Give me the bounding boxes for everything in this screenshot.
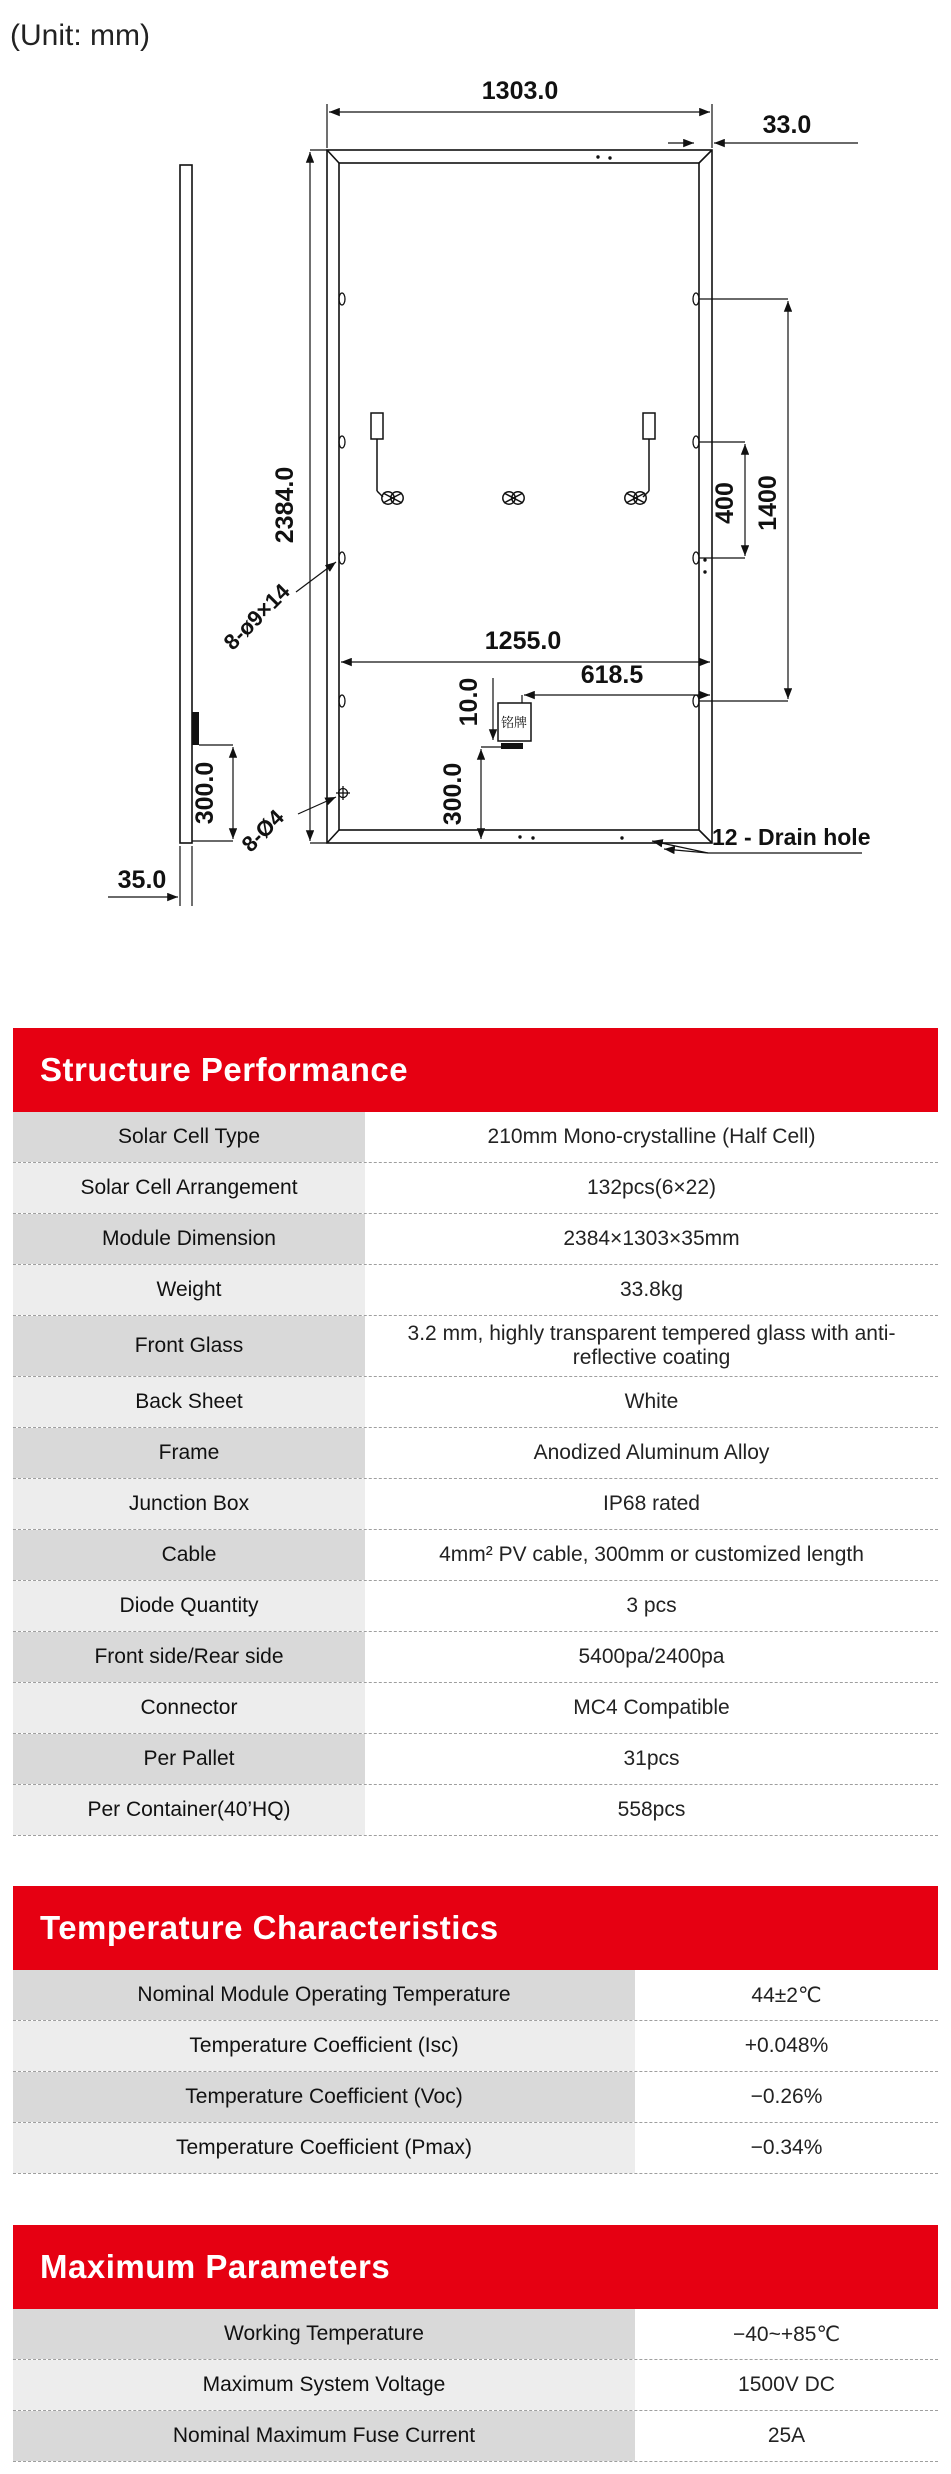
spec-label: Solar Cell Arrangement bbox=[13, 1163, 365, 1213]
dim-frame-33: 33.0 bbox=[762, 111, 812, 139]
spec-row bbox=[13, 1530, 938, 1581]
spec-value: −40~+85℃ bbox=[635, 2309, 938, 2359]
spec-row bbox=[13, 1428, 938, 1479]
side-view bbox=[180, 165, 199, 843]
spec-row bbox=[13, 2072, 938, 2123]
spec-row bbox=[13, 1683, 938, 1734]
dim-gap-10: 10.0 bbox=[455, 677, 483, 727]
spec-value: 4mm² PV cable, 300mm or customized length bbox=[365, 1530, 938, 1580]
cable-exit-mark bbox=[501, 743, 523, 749]
structure-performance-table bbox=[13, 1112, 938, 1836]
spec-row bbox=[13, 1734, 938, 1785]
spec-value: Anodized Aluminum Alloy bbox=[365, 1428, 938, 1478]
spec-value: 31pcs bbox=[365, 1734, 938, 1784]
spec-value: 2384×1303×35mm bbox=[365, 1214, 938, 1264]
callout-mounting-slots: 8-ø9×14 bbox=[218, 578, 295, 655]
spec-value: −0.34% bbox=[635, 2123, 938, 2173]
spec-row bbox=[13, 2021, 938, 2072]
spec-label: Junction Box bbox=[13, 1479, 365, 1529]
temperature-characteristics-header bbox=[13, 1886, 938, 1970]
dim-jbox-300: 300.0 bbox=[439, 762, 467, 826]
dim-width-1303: 1303.0 bbox=[481, 77, 559, 105]
spec-value: 132pcs(6×22) bbox=[365, 1163, 938, 1213]
spec-label: Solar Cell Type bbox=[13, 1112, 365, 1162]
spec-value: White bbox=[365, 1377, 938, 1427]
spec-row bbox=[13, 1163, 938, 1214]
spec-value: 25A bbox=[635, 2411, 938, 2461]
spec-label: Temperature Coefficient (Isc) bbox=[13, 2021, 635, 2071]
spec-value: 210mm Mono-crystalline (Half Cell) bbox=[365, 1112, 938, 1162]
spec-label: Working Temperature bbox=[13, 2309, 635, 2359]
spec-value: 44±2℃ bbox=[635, 1970, 938, 2020]
nameplate-label: 铭牌 bbox=[500, 715, 528, 730]
cable-connectors bbox=[371, 413, 655, 504]
spec-label: Temperature Coefficient (Voc) bbox=[13, 2072, 635, 2122]
spec-value: −0.26% bbox=[635, 2072, 938, 2122]
grounding-hole bbox=[336, 786, 350, 800]
dim-thickness-35: 35.0 bbox=[117, 866, 167, 894]
mounting-bracket-mark bbox=[192, 712, 199, 745]
spec-label: Cable bbox=[13, 1530, 365, 1580]
spec-value: 3.2 mm, highly transparent tempered glass with anti-reflective coating bbox=[365, 1316, 938, 1376]
spec-label: Front side/Rear side bbox=[13, 1632, 365, 1682]
module-dimension-drawing bbox=[0, 0, 951, 920]
structure-performance-title: Structure Performance bbox=[40, 1051, 409, 1088]
spec-value: +0.048% bbox=[635, 2021, 938, 2071]
spec-row bbox=[13, 2411, 938, 2462]
spec-label: Per Container(40’HQ) bbox=[13, 1785, 365, 1835]
callout-grounding-holes: 8-Ø4 bbox=[236, 804, 289, 857]
temperature-characteristics-section bbox=[13, 1886, 938, 2174]
temperature-characteristics-title: Temperature Characteristics bbox=[40, 1909, 499, 1946]
spec-value: 3 pcs bbox=[365, 1581, 938, 1631]
maximum-parameters-table bbox=[13, 2309, 938, 2462]
spec-label: Per Pallet bbox=[13, 1734, 365, 1784]
spec-label: Connector bbox=[13, 1683, 365, 1733]
drain-hole-dots bbox=[518, 155, 706, 839]
dim-height-2384: 2384.0 bbox=[271, 466, 299, 544]
spec-row bbox=[13, 1112, 938, 1163]
maximum-parameters-header bbox=[13, 2225, 938, 2309]
spec-label: Nominal Module Operating Temperature bbox=[13, 1970, 635, 2020]
callout-drain-holes: 12 - Drain hole bbox=[712, 824, 871, 850]
spec-row bbox=[13, 2123, 938, 2174]
structure-performance-section bbox=[13, 1028, 938, 1836]
spec-label: Diode Quantity bbox=[13, 1581, 365, 1631]
spec-row bbox=[13, 1479, 938, 1530]
spec-label: Nominal Maximum Fuse Current bbox=[13, 2411, 635, 2461]
structure-performance-header bbox=[13, 1028, 938, 1112]
spec-row bbox=[13, 1377, 938, 1428]
spec-row bbox=[13, 2309, 938, 2360]
spec-row bbox=[13, 1785, 938, 1836]
spec-row bbox=[13, 1581, 938, 1632]
dim-hole-400: 400 bbox=[711, 482, 739, 524]
maximum-parameters-title: Maximum Parameters bbox=[40, 2248, 391, 2285]
spec-label: Back Sheet bbox=[13, 1377, 365, 1427]
dim-hole-1400: 1400 bbox=[754, 475, 782, 531]
spec-label: Temperature Coefficient (Pmax) bbox=[13, 2123, 635, 2173]
spec-value: IP68 rated bbox=[365, 1479, 938, 1529]
spec-label: Module Dimension bbox=[13, 1214, 365, 1264]
spec-value: 5400pa/2400pa bbox=[365, 1632, 938, 1682]
spec-value: 33.8kg bbox=[365, 1265, 938, 1315]
unit-note: (Unit: mm) bbox=[10, 19, 150, 52]
back-view-frame bbox=[327, 150, 712, 843]
spec-label: Weight bbox=[13, 1265, 365, 1315]
spec-value: 558pcs bbox=[365, 1785, 938, 1835]
maximum-parameters-section bbox=[13, 2225, 938, 2462]
temperature-characteristics-table bbox=[13, 1970, 938, 2174]
spec-row bbox=[13, 1265, 938, 1316]
spec-label: Front Glass bbox=[13, 1316, 365, 1376]
drawing-svg bbox=[0, 0, 951, 920]
spec-row bbox=[13, 1214, 938, 1265]
spec-value: 1500V DC bbox=[635, 2360, 938, 2410]
dim-inner-1255: 1255.0 bbox=[484, 627, 562, 655]
dim-nameplate-618: 618.5 bbox=[580, 661, 644, 689]
spec-row bbox=[13, 2360, 938, 2411]
spec-row bbox=[13, 1632, 938, 1683]
spec-label: Frame bbox=[13, 1428, 365, 1478]
dim-bracket-300: 300.0 bbox=[191, 761, 219, 825]
spec-value: MC4 Compatible bbox=[365, 1683, 938, 1733]
spec-row bbox=[13, 1970, 938, 2021]
spec-row bbox=[13, 1316, 938, 1377]
spec-label: Maximum System Voltage bbox=[13, 2360, 635, 2410]
nameplate bbox=[498, 703, 531, 749]
